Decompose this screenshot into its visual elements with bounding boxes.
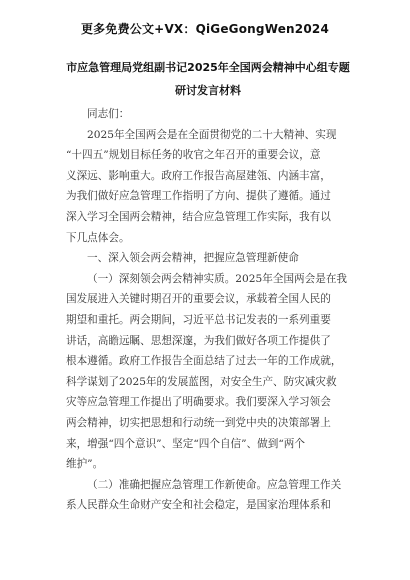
body-line: 维护”。 — [66, 458, 104, 471]
document-title-line-2: 研讨发言材料 — [175, 84, 241, 97]
body-line: 为我们做好应急管理工作指明了方向、提供了遵循。通过 — [66, 190, 331, 203]
body-line: 深入学习全国两会精神，结合应急管理工作实际，我有以 — [66, 210, 331, 223]
promo-banner: 更多免费公文+VX：QiGeGongWen2024 — [80, 22, 329, 36]
body-line: 来，增强“四个意识”、坚定“四个自信”、做到“两个 — [66, 437, 305, 450]
body-line: 灾等应急管理工作提出了明确要求。我们要深入学习领会 — [66, 396, 331, 409]
body-line: 讲话，高瞻远瞩、思想深邃，为我们做好各项工作提供了 — [66, 334, 331, 347]
body-line: “十四五”规划目标任务的收官之年召开的重要会议，意 — [66, 149, 321, 162]
body-line: 国发展进入关键时期召开的重要会议，承载着全国人民的 — [66, 293, 331, 306]
body-line: （二）准确把握应急管理工作新使命。应急管理工作关 — [87, 478, 342, 491]
body-line: 系人民群众生命财产安全和社会稳定，是国家治理体系和 — [66, 499, 331, 512]
body-line: 2025年全国两会是在全面贯彻党的二十大精神、实现 — [87, 128, 337, 141]
document-title-line-1: 市应急管理局党组副书记2025年全国两会精神中心组专题 — [66, 61, 350, 74]
body-line: 义深远、影响重大。政府工作报告高屋建瓴、内涵丰富， — [66, 169, 331, 182]
body-line: （一）深刻领会两会精神实质。2025年全国两会是在我 — [87, 272, 348, 285]
body-line: 下几点体会。 — [66, 231, 130, 244]
body-line: 期望和重托。两会期间，习近平总书记发表的一系列重要 — [66, 313, 331, 326]
document-body — [66, 104, 346, 516]
body-line: 根本遵循。政府工作报告全面总结了过去一年的工作成就， — [66, 355, 342, 368]
body-line: 一、深入领会两会精神，把握应急管理新使命 — [87, 252, 299, 265]
body-line: 两会精神，切实把思想和行动统一到党中央的决策部署上 — [66, 416, 331, 429]
body-line: 科学谋划了2025年的发展蓝图，对安全生产、防灾减灾救 — [66, 375, 337, 388]
body-line: 同志们： — [87, 108, 130, 120]
